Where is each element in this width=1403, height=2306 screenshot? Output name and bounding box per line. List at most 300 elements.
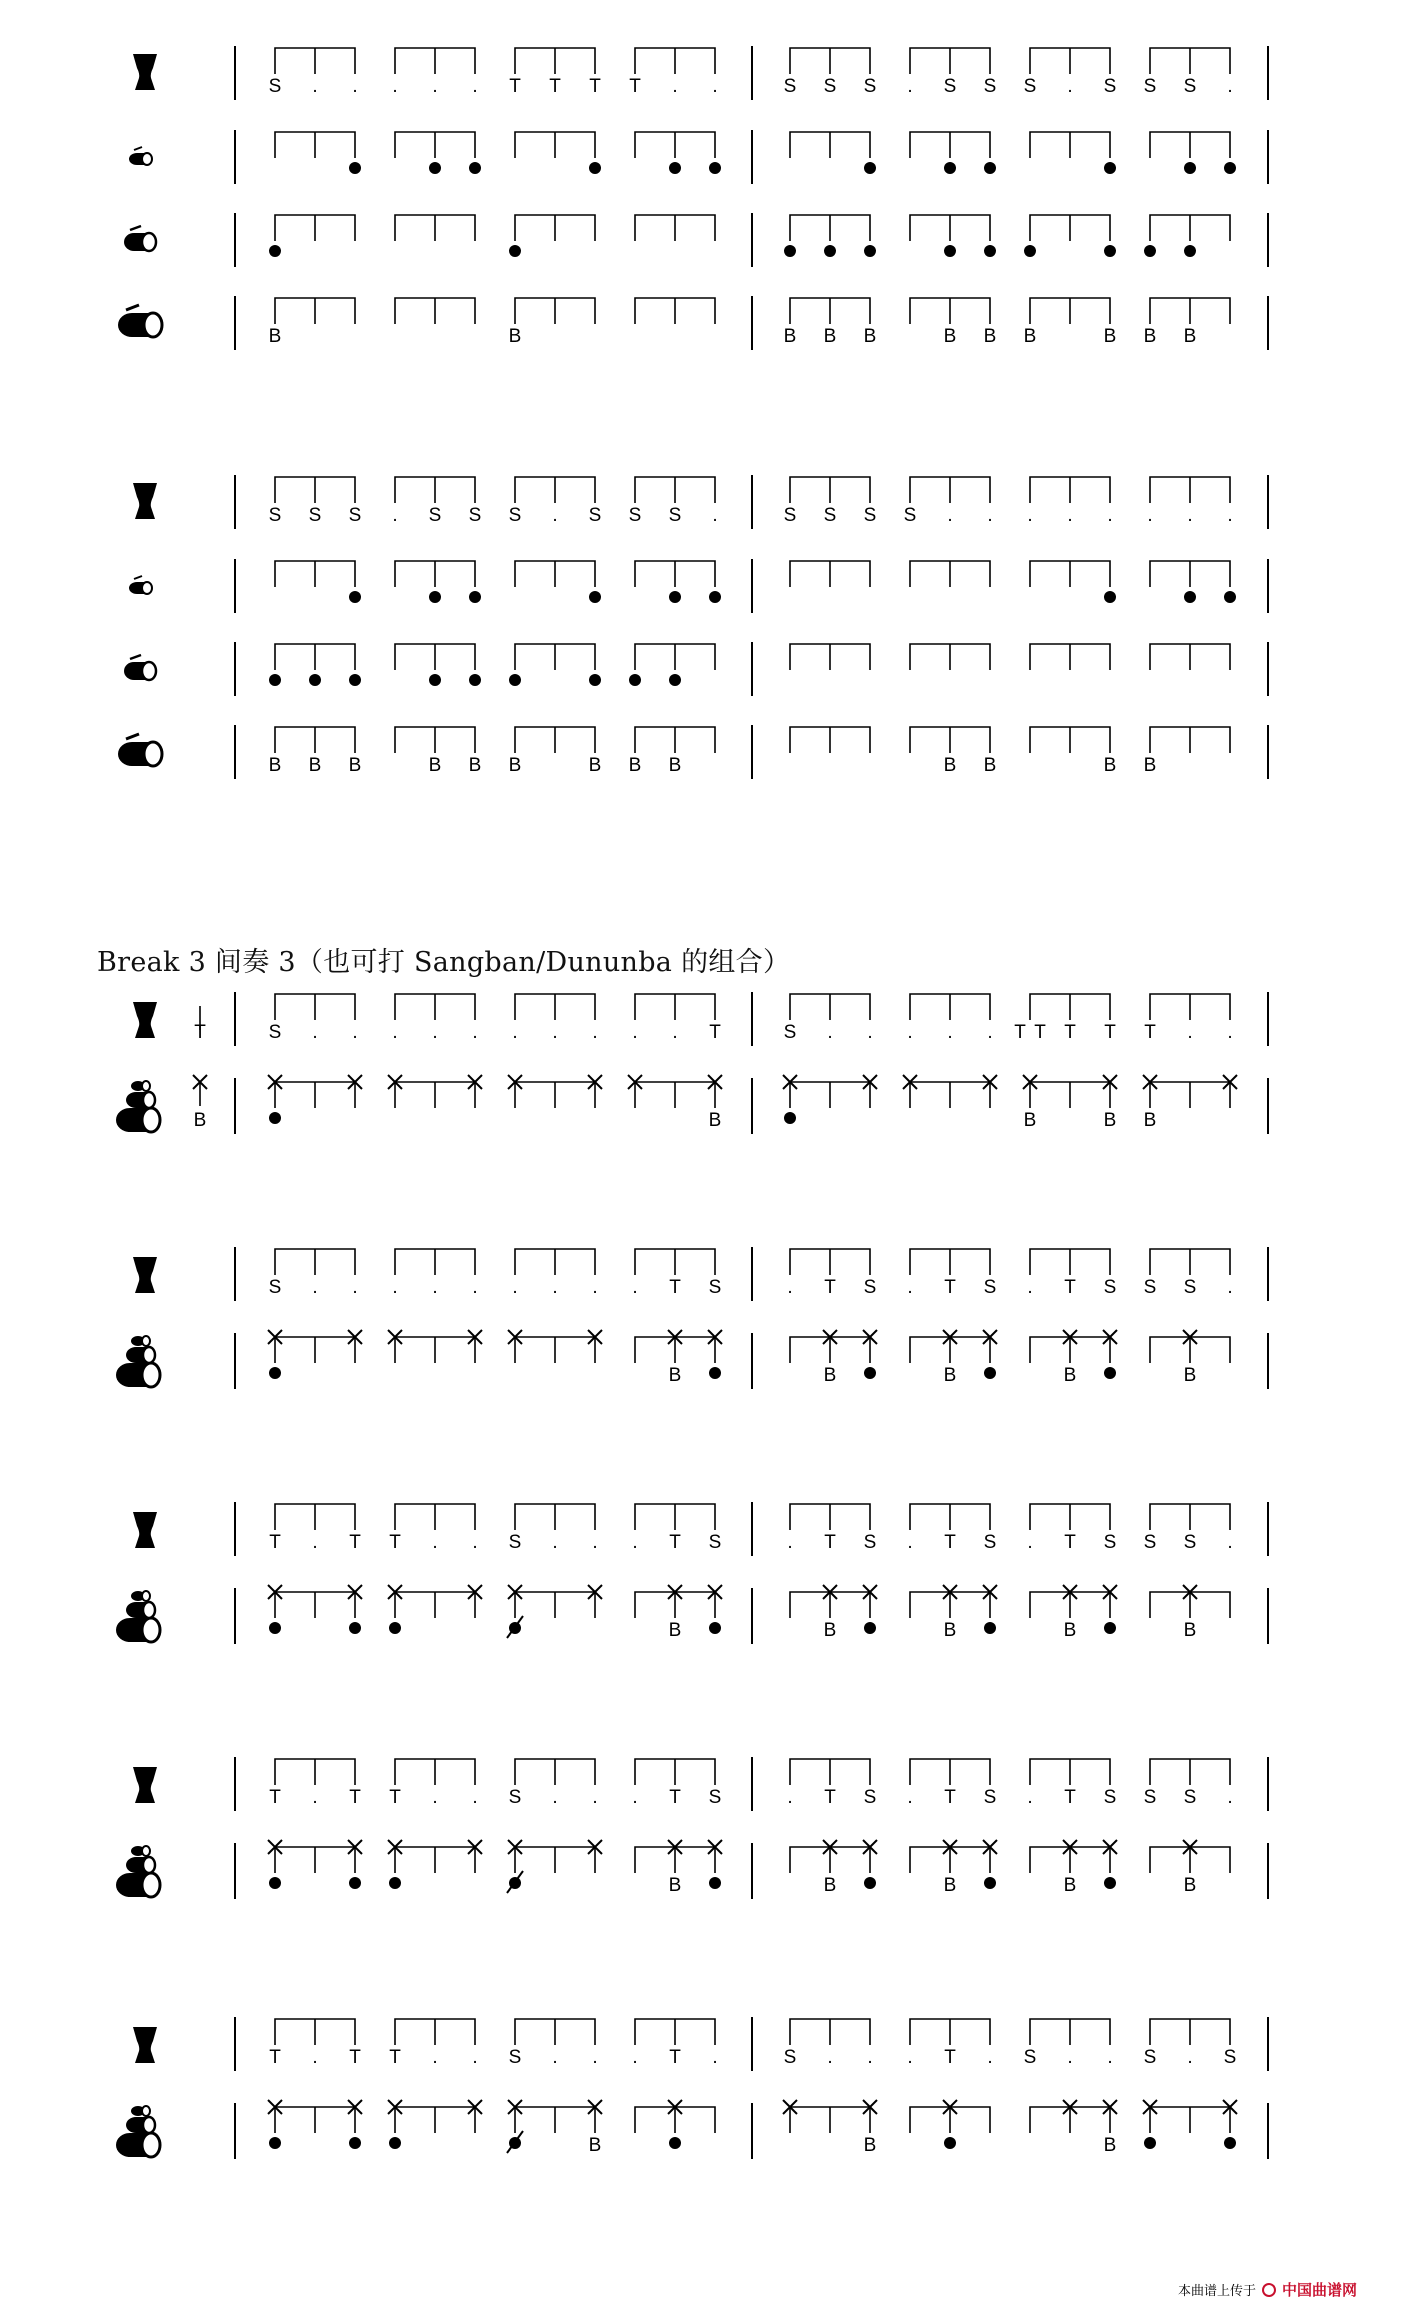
djembe-group bbox=[395, 1759, 475, 1785]
djembe-note: T bbox=[1064, 1277, 1076, 1298]
djembe-group bbox=[1150, 994, 1230, 1020]
kenkeni-stroke bbox=[589, 591, 601, 603]
dunun-group bbox=[515, 2107, 595, 2133]
djembe-note: S bbox=[1223, 2047, 1237, 2068]
djembe-note: S bbox=[348, 505, 362, 526]
djembe-note: S bbox=[783, 1022, 797, 1043]
djembe-note: T bbox=[389, 2047, 401, 2068]
dununba-group bbox=[1150, 298, 1230, 324]
djembe-group bbox=[1150, 1504, 1230, 1530]
dununba-note: B bbox=[428, 755, 442, 776]
djembe-note: . bbox=[432, 1277, 438, 1298]
dunun-stroke bbox=[1104, 1622, 1116, 1634]
djembe-group bbox=[395, 994, 475, 1020]
sangban-stroke bbox=[864, 245, 876, 257]
dunun-group bbox=[1030, 2107, 1110, 2133]
djembe-group bbox=[1150, 477, 1230, 503]
djembe-note: . bbox=[1187, 505, 1193, 526]
djembe-group bbox=[910, 1759, 990, 1785]
dununba-group bbox=[790, 298, 870, 324]
dununba-group bbox=[395, 727, 475, 753]
dunun-note: B bbox=[1103, 1110, 1117, 1131]
djembe-note: . bbox=[472, 1787, 478, 1808]
djembe-note: S bbox=[508, 1532, 522, 1553]
djembe-note: T bbox=[669, 1787, 681, 1808]
djembe-group bbox=[635, 477, 715, 503]
dunun-group bbox=[910, 1847, 990, 1873]
dununba-note: B bbox=[943, 755, 957, 776]
dunun-group bbox=[1150, 1592, 1230, 1618]
djembe-note: . bbox=[472, 1022, 478, 1043]
djembe-note: S bbox=[1183, 76, 1197, 97]
djembe-note: . bbox=[552, 1787, 558, 1808]
dunun-group bbox=[275, 2107, 355, 2133]
sangban-stroke bbox=[824, 245, 836, 257]
dunun-stroke bbox=[864, 1367, 876, 1379]
djembe-note: . bbox=[392, 1277, 398, 1298]
kenkeni-group bbox=[395, 561, 475, 587]
dununba-group bbox=[1030, 727, 1110, 753]
djembe-note: S bbox=[783, 505, 797, 526]
dununba-note: B bbox=[943, 326, 957, 347]
djembe-note: . bbox=[1027, 1532, 1033, 1553]
djembe-note: S bbox=[1143, 1277, 1157, 1298]
dununba-note: B bbox=[668, 755, 682, 776]
djembe-note: . bbox=[592, 1277, 598, 1298]
dunun-note: B bbox=[943, 1365, 957, 1386]
dununba-icon bbox=[118, 305, 162, 337]
djembe-note: . bbox=[472, 76, 478, 97]
sangban-stroke bbox=[589, 674, 601, 686]
dunun-note: B bbox=[823, 1620, 837, 1641]
djembe-note: S bbox=[708, 1532, 722, 1553]
sangban-group bbox=[790, 644, 870, 670]
djembe-note: S bbox=[588, 505, 602, 526]
kenkeni-group bbox=[790, 132, 870, 158]
sangban-group bbox=[790, 215, 870, 241]
kenkeni-group bbox=[910, 132, 990, 158]
djembe-note: T bbox=[1064, 1532, 1076, 1553]
dununba-group bbox=[1030, 298, 1110, 324]
watermark bbox=[1178, 2279, 1357, 2300]
djembe-group bbox=[635, 2019, 715, 2045]
djembe-note: . bbox=[632, 2047, 638, 2068]
djembe-note: . bbox=[827, 2047, 833, 2068]
djembe-note: S bbox=[823, 76, 837, 97]
dunun-group bbox=[275, 1847, 355, 1873]
djembe-note: . bbox=[987, 1022, 993, 1043]
dunun-stroke bbox=[669, 2137, 681, 2149]
djembe-icon bbox=[133, 1002, 157, 1038]
djembe-icon bbox=[133, 1767, 157, 1803]
djembe-note: T bbox=[509, 76, 521, 97]
dununba-note: B bbox=[1143, 326, 1157, 347]
djembe-note: . bbox=[1107, 2047, 1113, 2068]
djembe-note: . bbox=[592, 1532, 598, 1553]
djembe-note: . bbox=[432, 1022, 438, 1043]
djembe-group bbox=[910, 1249, 990, 1275]
sangban-group bbox=[515, 215, 595, 241]
djembe-note: . bbox=[672, 76, 678, 97]
djembe-group bbox=[635, 48, 715, 74]
kenkeni-icon bbox=[129, 147, 152, 165]
dununba-note: B bbox=[1183, 326, 1197, 347]
site-logo-icon bbox=[1262, 2283, 1276, 2297]
djembe-note: S bbox=[628, 505, 642, 526]
djembe-group bbox=[790, 477, 870, 503]
djembe-note: S bbox=[903, 505, 917, 526]
djembe-note: . bbox=[947, 505, 953, 526]
djembe-group bbox=[275, 48, 355, 74]
sangban-stroke bbox=[984, 245, 996, 257]
kenkeni-stroke bbox=[469, 591, 481, 603]
dunun-note: B bbox=[1103, 2135, 1117, 2156]
djembe-note: . bbox=[512, 1277, 518, 1298]
dunun-stroke bbox=[709, 1622, 721, 1634]
djembe-note: . bbox=[432, 76, 438, 97]
djembe-note: . bbox=[712, 2047, 718, 2068]
sangban-stroke bbox=[469, 674, 481, 686]
dunun-group bbox=[395, 1082, 475, 1108]
djembe-icon bbox=[133, 2027, 157, 2063]
sangban-group bbox=[515, 644, 595, 670]
djembe-note: . bbox=[907, 1022, 913, 1043]
djembe-group bbox=[1150, 1759, 1230, 1785]
dunun-group bbox=[635, 1337, 715, 1363]
kenkeni-stroke bbox=[589, 162, 601, 174]
djembe-note: S bbox=[983, 1787, 997, 1808]
dunun-group bbox=[790, 1082, 870, 1108]
kenkeni-group bbox=[275, 561, 355, 587]
djembe-note: S bbox=[428, 505, 442, 526]
kenkeni-stroke bbox=[984, 162, 996, 174]
sangban-stroke bbox=[1144, 245, 1156, 257]
djembe-note: T bbox=[349, 1787, 361, 1808]
dunun-note: B bbox=[1183, 1365, 1197, 1386]
djembe-note: . bbox=[632, 1022, 638, 1043]
djembe-note: . bbox=[632, 1787, 638, 1808]
djembe-note: . bbox=[312, 2047, 318, 2068]
djembe-group bbox=[395, 2019, 475, 2045]
djembe-group bbox=[515, 1504, 595, 1530]
dununba-group bbox=[395, 298, 475, 324]
djembe-note: . bbox=[552, 1277, 558, 1298]
sangban-group bbox=[395, 215, 475, 241]
dunun-stroke bbox=[864, 1622, 876, 1634]
sangban-group bbox=[910, 215, 990, 241]
kenkeni-stroke bbox=[944, 162, 956, 174]
dunun-group bbox=[790, 1592, 870, 1618]
djembe-note: S bbox=[708, 1277, 722, 1298]
dununba-note: B bbox=[508, 755, 522, 776]
djembe-group bbox=[515, 1249, 595, 1275]
dunun-group bbox=[910, 2107, 990, 2133]
djembe-note: . bbox=[592, 1787, 598, 1808]
dunun-stroke bbox=[1104, 1877, 1116, 1889]
dunun-stroke bbox=[1104, 1367, 1116, 1379]
djembe-note: . bbox=[1027, 1787, 1033, 1808]
djembe-note: T bbox=[824, 1532, 836, 1553]
djembe-note: . bbox=[472, 1532, 478, 1553]
djembe-note: T bbox=[269, 1532, 281, 1553]
djembe-group bbox=[1030, 48, 1110, 74]
djembe-group bbox=[1030, 477, 1110, 503]
dunun-note: B bbox=[943, 1620, 957, 1641]
kenkeni-stroke bbox=[349, 162, 361, 174]
djembe-note: T bbox=[589, 76, 601, 97]
dununba-note: B bbox=[308, 755, 322, 776]
dununba-note: B bbox=[588, 755, 602, 776]
djembe-note: S bbox=[468, 505, 482, 526]
djembe-note: S bbox=[943, 76, 957, 97]
djembe-note: S bbox=[508, 505, 522, 526]
dununba-note: B bbox=[863, 326, 877, 347]
site-logo-text: 中国曲谱网 bbox=[1281, 2281, 1357, 2299]
djembe-note: S bbox=[268, 505, 282, 526]
dunun-group bbox=[1030, 1337, 1110, 1363]
dunun-group bbox=[395, 1337, 475, 1363]
dunun-note: B bbox=[823, 1875, 837, 1896]
dunun-note: B bbox=[1063, 1365, 1077, 1386]
djembe-note: . bbox=[787, 1532, 793, 1553]
djembe-note: T bbox=[629, 76, 641, 97]
dunun-stroke bbox=[944, 2137, 956, 2149]
djembe-note: . bbox=[787, 1787, 793, 1808]
dunun-group bbox=[1030, 1082, 1110, 1108]
dununba-note: B bbox=[983, 755, 997, 776]
djembe-group bbox=[790, 1759, 870, 1785]
djembe-group bbox=[395, 477, 475, 503]
djembe-note: T bbox=[669, 2047, 681, 2068]
sangban-stroke bbox=[1184, 245, 1196, 257]
djembe-group bbox=[1030, 1504, 1110, 1530]
sangban-group bbox=[1030, 215, 1110, 241]
dunun-group bbox=[790, 1847, 870, 1873]
dunun-group bbox=[635, 1082, 715, 1108]
kenkeni-stroke bbox=[709, 591, 721, 603]
djembe-note: S bbox=[1143, 2047, 1157, 2068]
djembe-note: . bbox=[312, 1787, 318, 1808]
djembe-note: S bbox=[508, 2047, 522, 2068]
djembe-note: . bbox=[552, 505, 558, 526]
kenkeni-stroke bbox=[1104, 591, 1116, 603]
dununba-note: B bbox=[628, 755, 642, 776]
dunun-stroke bbox=[269, 1622, 281, 1634]
djembe-note: S bbox=[863, 1787, 877, 1808]
dunun-group bbox=[910, 1592, 990, 1618]
dunun-note: B bbox=[588, 2135, 602, 2156]
pickup-dunun-note: B bbox=[193, 1110, 207, 1131]
djembe-note: S bbox=[268, 76, 282, 97]
djembe-note: . bbox=[432, 1532, 438, 1553]
djembe-group bbox=[635, 994, 715, 1020]
sangban-stroke bbox=[669, 674, 681, 686]
djembe-note: . bbox=[1227, 76, 1233, 97]
kenkeni-stroke bbox=[669, 162, 681, 174]
djembe-note: . bbox=[712, 505, 718, 526]
dunun-group bbox=[515, 1592, 595, 1618]
dunun-group bbox=[515, 1337, 595, 1363]
dunun-stroke bbox=[784, 1112, 796, 1124]
djembe-note: T bbox=[944, 1277, 956, 1298]
djembe-note: . bbox=[947, 1022, 953, 1043]
djembe-note: . bbox=[312, 1022, 318, 1043]
djembe-note: . bbox=[1067, 2047, 1073, 2068]
dunun-stroke bbox=[709, 1367, 721, 1379]
dunun-note: B bbox=[708, 1110, 722, 1131]
djembe-note: S bbox=[1143, 76, 1157, 97]
sangban-stroke bbox=[269, 245, 281, 257]
sangban-group bbox=[1030, 644, 1110, 670]
dununba-note: B bbox=[823, 326, 837, 347]
djembe-note: . bbox=[1227, 1022, 1233, 1043]
dunun-stroke bbox=[709, 1877, 721, 1889]
dununba-note: B bbox=[468, 755, 482, 776]
sangban-group bbox=[275, 215, 355, 241]
djembe-note: T bbox=[944, 2047, 956, 2068]
djembe-note: . bbox=[907, 76, 913, 97]
djembe-group bbox=[395, 1504, 475, 1530]
djembe-note: . bbox=[552, 2047, 558, 2068]
djembe-note: . bbox=[907, 1277, 913, 1298]
djembe-note: T bbox=[709, 1022, 721, 1043]
kenkeni-group bbox=[515, 561, 595, 587]
djembe-group bbox=[515, 48, 595, 74]
djembe-note: . bbox=[867, 1022, 873, 1043]
djembe-note: . bbox=[672, 1022, 678, 1043]
djembe-note: . bbox=[1227, 505, 1233, 526]
dununba-note: B bbox=[268, 326, 282, 347]
djembe-group bbox=[275, 477, 355, 503]
djembe-note: . bbox=[907, 1787, 913, 1808]
sangban-group bbox=[1150, 215, 1230, 241]
dunun-group bbox=[275, 1592, 355, 1618]
sangban-stroke bbox=[269, 674, 281, 686]
sangban-stroke bbox=[944, 245, 956, 257]
dunun-stroke bbox=[269, 1112, 281, 1124]
kenkeni-group bbox=[1150, 561, 1230, 587]
djembe-note: S bbox=[1103, 1787, 1117, 1808]
djembe-group bbox=[790, 2019, 870, 2045]
djembe-note: T bbox=[944, 1532, 956, 1553]
dunun-group bbox=[910, 1337, 990, 1363]
djembe-note: S bbox=[1103, 76, 1117, 97]
kenkeni-group bbox=[635, 561, 715, 587]
dunun-note: B bbox=[1143, 1110, 1157, 1131]
dunun-stroke bbox=[984, 1367, 996, 1379]
djembe-note: . bbox=[1107, 505, 1113, 526]
djembe-note: . bbox=[592, 2047, 598, 2068]
sangban-stroke bbox=[349, 674, 361, 686]
sangban-group bbox=[635, 215, 715, 241]
dunun-stroke bbox=[389, 1877, 401, 1889]
djembe-note: S bbox=[708, 1787, 722, 1808]
djembe-group bbox=[275, 994, 355, 1020]
kenkeni-stroke bbox=[1184, 591, 1196, 603]
sangban-group bbox=[395, 644, 475, 670]
djembe-group bbox=[515, 477, 595, 503]
dunun-group bbox=[910, 1082, 990, 1108]
djembe-note: . bbox=[712, 76, 718, 97]
dununba-group bbox=[515, 727, 595, 753]
kenkeni-stroke bbox=[349, 591, 361, 603]
djembe-note: T bbox=[1104, 1022, 1116, 1043]
djembe-note: . bbox=[392, 1022, 398, 1043]
djembe-note: S bbox=[1183, 1787, 1197, 1808]
dununba-group bbox=[910, 298, 990, 324]
dununba-note: B bbox=[348, 755, 362, 776]
sangban-stroke bbox=[509, 245, 521, 257]
kenkeni-stroke bbox=[1184, 162, 1196, 174]
dunun-set-icon bbox=[116, 1336, 160, 1387]
djembe-group bbox=[1030, 2019, 1110, 2045]
dunun-note: B bbox=[863, 2135, 877, 2156]
dunun-group bbox=[1150, 2107, 1230, 2133]
kenkeni-stroke bbox=[429, 591, 441, 603]
sangban-stroke bbox=[1104, 245, 1116, 257]
djembe-note: . bbox=[1227, 1277, 1233, 1298]
dunun-note: B bbox=[1063, 1620, 1077, 1641]
djembe-note: . bbox=[907, 1532, 913, 1553]
djembe-note: S bbox=[983, 76, 997, 97]
djembe-note: . bbox=[552, 1022, 558, 1043]
dununba-group bbox=[1150, 727, 1230, 753]
djembe-group bbox=[910, 477, 990, 503]
djembe-note: . bbox=[827, 1022, 833, 1043]
djembe-note: . bbox=[352, 1022, 358, 1043]
djembe-note: S bbox=[268, 1022, 282, 1043]
kenkeni-group bbox=[790, 561, 870, 587]
djembe-note: T bbox=[944, 1787, 956, 1808]
djembe-note: . bbox=[472, 2047, 478, 2068]
watermark-text: 本曲谱上传于 bbox=[1177, 2284, 1256, 2299]
djembe-note: T bbox=[824, 1787, 836, 1808]
djembe-note: . bbox=[432, 2047, 438, 2068]
djembe-note: . bbox=[987, 2047, 993, 2068]
dunun-stroke bbox=[349, 1877, 361, 1889]
dunun-group bbox=[635, 2107, 715, 2133]
djembe-group bbox=[1030, 994, 1110, 1020]
dununba-note: B bbox=[783, 326, 797, 347]
djembe-note: . bbox=[312, 1532, 318, 1553]
djembe-note: S bbox=[863, 76, 877, 97]
dunun-stroke bbox=[349, 2137, 361, 2149]
djembe-note: S bbox=[863, 505, 877, 526]
dunun-note: B bbox=[1023, 1110, 1037, 1131]
kenkeni-stroke bbox=[864, 162, 876, 174]
djembe-note: T bbox=[269, 1787, 281, 1808]
sangban-stroke bbox=[784, 245, 796, 257]
djembe-group bbox=[790, 994, 870, 1020]
djembe-note: . bbox=[1147, 505, 1153, 526]
dunun-set-icon bbox=[116, 1591, 160, 1642]
dunun-group bbox=[635, 1847, 715, 1873]
dunun-group bbox=[395, 1592, 475, 1618]
djembe-note: S bbox=[863, 1277, 877, 1298]
djembe-group bbox=[515, 1759, 595, 1785]
dunun-group bbox=[790, 2107, 870, 2133]
djembe-group bbox=[910, 1504, 990, 1530]
kenkeni-stroke bbox=[1224, 162, 1236, 174]
dununba-group bbox=[790, 727, 870, 753]
kenkeni-group bbox=[515, 132, 595, 158]
djembe-note: T bbox=[1014, 1022, 1026, 1043]
dununba-note: B bbox=[508, 326, 522, 347]
djembe-icon bbox=[133, 1257, 157, 1293]
dunun-stroke bbox=[389, 1622, 401, 1634]
djembe-note: S bbox=[1103, 1532, 1117, 1553]
djembe-group bbox=[790, 48, 870, 74]
